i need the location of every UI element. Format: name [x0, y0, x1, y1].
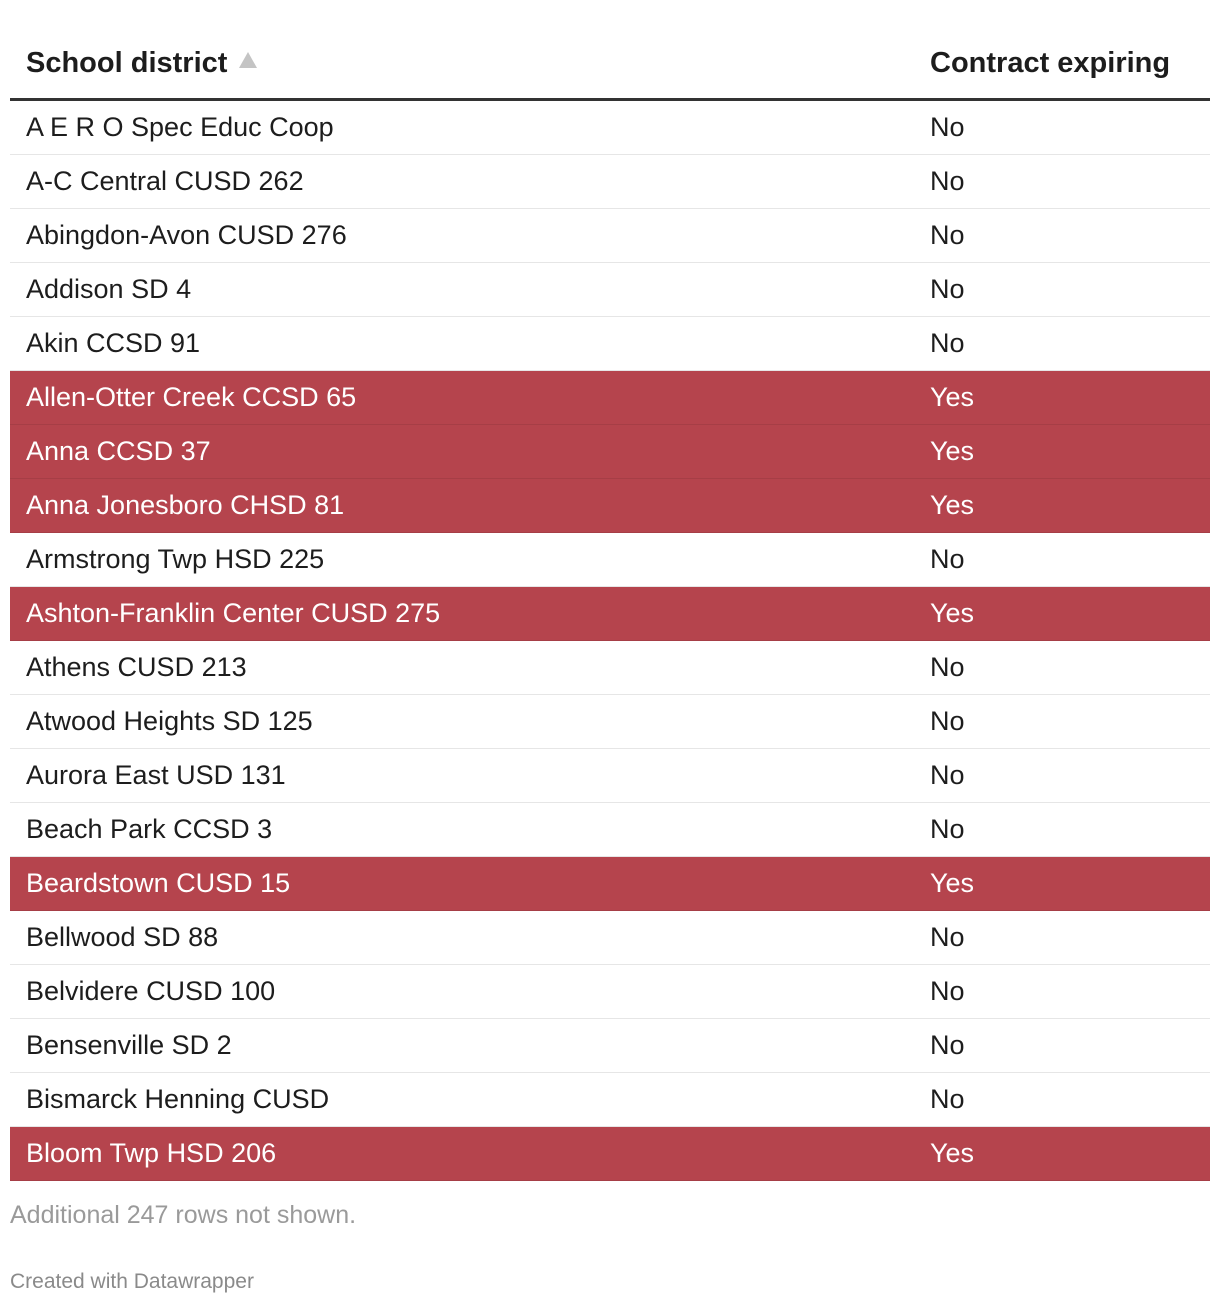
cell-school-district: A E R O Spec Educ Coop: [26, 112, 334, 142]
cell-contract-expiring: Yes: [930, 868, 975, 898]
cell-school-district: Bensenville SD 2: [26, 1030, 232, 1060]
table-footnote: Additional 247 rows not shown.: [10, 1201, 357, 1229]
cell-contract-expiring: Yes: [930, 436, 975, 466]
cell-school-district: Athens CUSD 213: [26, 652, 247, 682]
table-row: [10, 695, 1210, 749]
table-body: [10, 101, 1210, 1181]
cell-contract-expiring: No: [930, 1030, 965, 1060]
table-row: [10, 857, 1210, 911]
table-row: [10, 911, 1210, 965]
table-header: [10, 0, 1210, 101]
column-header-contract-expiring[interactable]: [930, 44, 1170, 82]
table-row: [10, 1019, 1210, 1073]
cell-contract-expiring: No: [930, 166, 965, 196]
table-row: [10, 263, 1210, 317]
table-row: [10, 155, 1210, 209]
cell-school-district: Bismarck Henning CUSD: [26, 1084, 330, 1114]
table-row: [10, 479, 1210, 533]
cell-school-district: Akin CCSD 91: [26, 328, 201, 358]
cell-school-district: Ashton-Franklin Center CUSD 275: [26, 598, 441, 628]
table-row: [10, 209, 1210, 263]
cell-contract-expiring: No: [930, 760, 965, 790]
table-row: [10, 317, 1210, 371]
sort-ascending-icon[interactable]: [239, 52, 257, 68]
data-table: [10, 0, 1210, 1181]
table-row: [10, 425, 1210, 479]
table-row: [10, 803, 1210, 857]
table-row: [10, 965, 1210, 1019]
table-row: [10, 641, 1210, 695]
cell-contract-expiring: No: [930, 544, 965, 574]
credit-line: Created with Datawrapper: [10, 1270, 254, 1293]
cell-school-district: Addison SD 4: [26, 274, 192, 304]
cell-contract-expiring: Yes: [930, 1138, 975, 1168]
cell-contract-expiring: No: [930, 976, 965, 1006]
column-header-school-district[interactable]: [26, 44, 257, 82]
cell-contract-expiring: No: [930, 274, 965, 304]
table-row: [10, 1127, 1210, 1181]
cell-school-district: Belvidere CUSD 100: [26, 976, 276, 1006]
cell-contract-expiring: No: [930, 814, 965, 844]
cell-school-district: A-C Central CUSD 262: [26, 166, 304, 196]
cell-school-district: Anna Jonesboro CHSD 81: [26, 490, 345, 520]
cell-school-district: Armstrong Twp HSD 225: [26, 544, 325, 574]
cell-contract-expiring: Yes: [930, 598, 975, 628]
column-header-label: Contract expiring: [930, 47, 1171, 79]
column-header-label: School district: [26, 47, 228, 79]
table-row: [10, 1073, 1210, 1127]
cell-school-district: Abingdon-Avon CUSD 276: [26, 220, 347, 250]
table-row: [10, 587, 1210, 641]
cell-school-district: Anna CCSD 37: [26, 436, 211, 466]
cell-school-district: Bloom Twp HSD 206: [26, 1138, 277, 1168]
cell-school-district: Allen-Otter Creek CCSD 65: [26, 382, 357, 412]
cell-school-district: Atwood Heights SD 125: [26, 706, 313, 736]
table-row: [10, 749, 1210, 803]
cell-contract-expiring: No: [930, 220, 965, 250]
cell-school-district: Beach Park CCSD 3: [26, 814, 273, 844]
cell-contract-expiring: No: [930, 652, 965, 682]
cell-contract-expiring: Yes: [930, 382, 975, 412]
table-row: [10, 101, 1210, 155]
cell-contract-expiring: No: [930, 922, 965, 952]
cell-contract-expiring: No: [930, 328, 965, 358]
table-row: [10, 371, 1210, 425]
cell-contract-expiring: No: [930, 112, 965, 142]
cell-contract-expiring: Yes: [930, 490, 975, 520]
cell-contract-expiring: No: [930, 1084, 965, 1114]
cell-school-district: Aurora East USD 131: [26, 760, 286, 790]
table-row: [10, 533, 1210, 587]
cell-school-district: Bellwood SD 88: [26, 922, 219, 952]
cell-school-district: Beardstown CUSD 15: [26, 868, 291, 898]
cell-contract-expiring: No: [930, 706, 965, 736]
